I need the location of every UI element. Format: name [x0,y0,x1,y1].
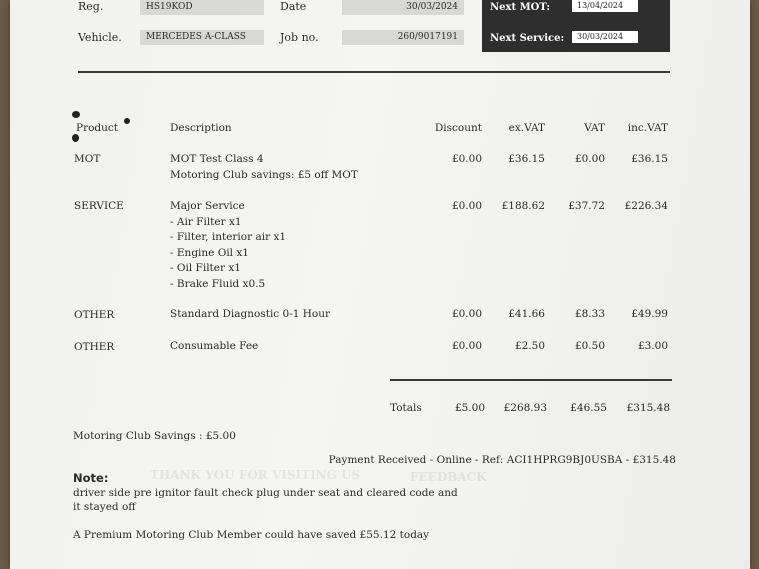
next-mot-label: Next MOT: [490,2,551,13]
invoice-paper [10,0,750,569]
row-vat: £8.33 [574,308,605,320]
row-description: - Oil Filter x1 [170,262,241,274]
row-exvat: £36.15 [508,153,545,165]
row-vat: £37.72 [568,200,605,212]
next-mot-value: 13/04/2024 [572,0,638,12]
next-service-label: Next Service: [490,33,565,44]
date-label: Date [280,0,307,13]
col-header-vat: VAT [584,122,605,134]
row-description: - Filter, interior air x1 [170,231,287,243]
next-service-value: 30/03/2024 [572,31,638,43]
vehicle-label: Vehicle. [78,31,122,44]
reg-value: HS19KOD [140,0,264,15]
ink-blot [72,134,79,142]
row-description: Motoring Club savings: £5 off MOT [170,169,358,181]
date-value: 30/03/2024 [342,0,464,15]
row-vat: £0.50 [574,340,605,352]
club-savings: Motoring Club Savings : £5.00 [73,430,236,442]
row-description: Major Service [170,200,245,212]
row-incvat: £226.34 [624,200,668,212]
row-description: - Engine Oil x1 [170,247,249,259]
row-incvat: £3.00 [637,340,668,352]
col-header-description: Description [170,122,232,134]
show-through-text-2: FEEDBACK [410,470,487,484]
jobno-value: 260/9017191 [342,30,464,45]
ink-blot [72,111,80,118]
show-through-text: THANK YOU FOR VISITING US [150,468,361,482]
next-dates-panel [482,0,670,52]
row-discount: £0.00 [451,153,482,165]
row-discount: £0.00 [451,200,482,212]
vehicle-value: MERCEDES A-CLASS [140,30,264,45]
payment-received: Payment Received - Online - Ref: ACI1HPRG9BJ0USBA - £315.48 [328,454,676,466]
row-description: - Brake Fluid x0.5 [170,278,266,290]
row-incvat: £49.99 [631,308,668,320]
row-incvat: £36.15 [631,153,668,165]
totals-label: Totals [390,402,422,414]
row-product: SERVICE [74,200,124,212]
jobno-label: Job no. [280,31,319,44]
note-title: Note: [73,471,109,485]
row-vat: £0.00 [574,153,605,165]
note-line: driver side pre ignitor fault check plug under seat and cleared code and [73,487,458,499]
reg-label: Reg. [78,0,104,13]
totals-exvat: £268.93 [503,402,547,414]
col-header-incvat: inc.VAT [627,122,668,134]
row-description: MOT Test Class 4 [170,153,264,165]
premium-savings-message: A Premium Motoring Club Member could have saved £55.12 today [73,529,430,541]
header-divider [78,71,670,73]
row-exvat: £2.50 [514,340,545,352]
row-product: OTHER [74,341,115,353]
row-description: Standard Diagnostic 0-1 Hour [170,308,331,320]
row-product: OTHER [74,309,115,321]
row-exvat: £41.66 [508,308,545,320]
row-product: MOT [74,153,101,165]
totals-discount: £5.00 [454,402,485,414]
row-exvat: £188.62 [501,200,545,212]
totals-vat: £46.55 [570,402,607,414]
totals-incvat: £315.48 [626,402,670,414]
col-header-discount: Discount [434,122,482,134]
ink-blot [124,118,130,124]
row-discount: £0.00 [451,308,482,320]
row-description: - Air Filter x1 [170,216,242,228]
totals-divider [390,379,672,381]
col-header-product: Product [76,122,118,134]
row-discount: £0.00 [451,340,482,352]
note-line: it stayed off [73,501,136,513]
row-description: Consumable Fee [170,340,259,352]
col-header-exvat: ex.VAT [508,122,545,134]
